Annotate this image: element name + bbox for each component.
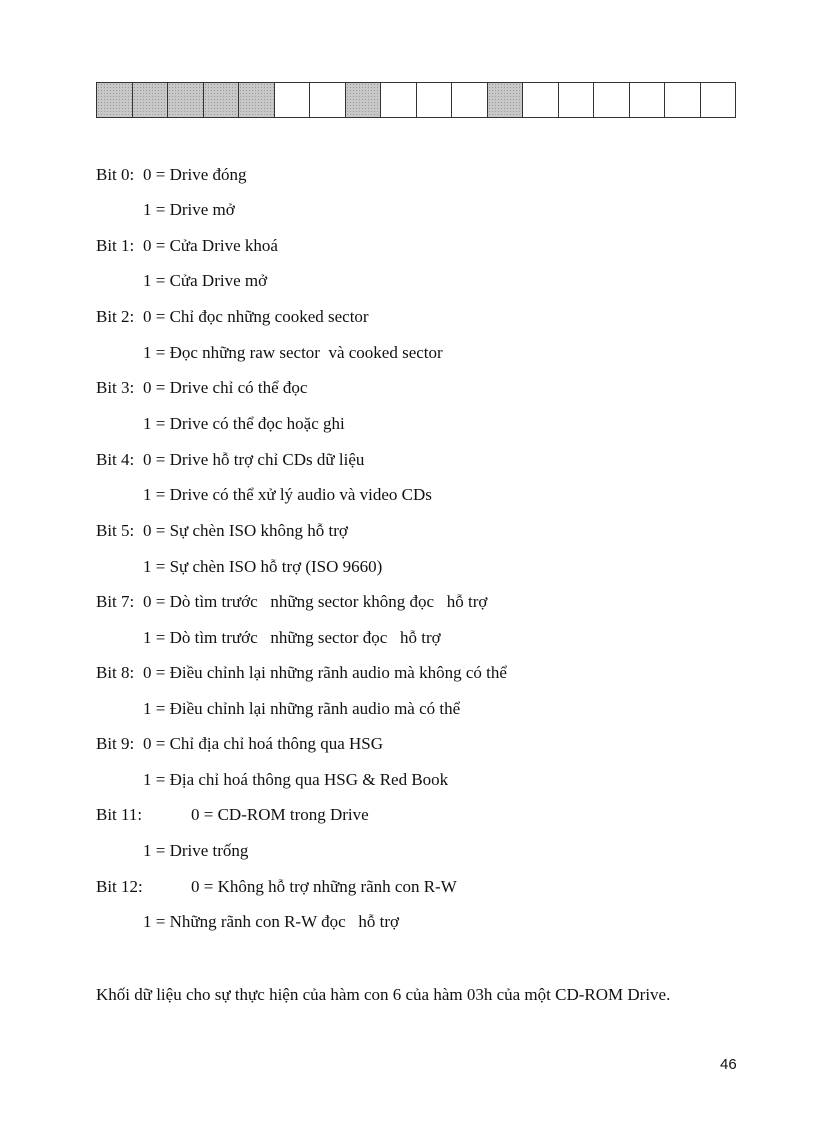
bit-value-one: 1 = Địa chỉ hoá thông qua HSG & Red Book <box>143 770 449 789</box>
bit-value-zero: 0 = Chỉ địa chỉ hoá thông qua HSG <box>143 734 384 753</box>
bit-cell <box>417 83 453 117</box>
bit-label: Bit 5: <box>96 521 135 540</box>
bit-cell <box>97 83 133 117</box>
bit-value-zero: 0 = Drive đóng <box>143 165 247 184</box>
bit-label: Bit 0: <box>96 165 135 184</box>
bit-value-one: 1 = Dò tìm trước những sector đọc hỗ trợ <box>143 628 441 647</box>
bit-field-table <box>96 82 736 118</box>
bit-value-one: 1 = Những rãnh con R-W đọc hỗ trợ <box>143 912 399 931</box>
bit-value-one: 1 = Drive mở <box>143 200 235 219</box>
bit-cell <box>168 83 204 117</box>
figure-caption: Khối dữ liệu cho sự thực hiện của hàm con 6 của hàm 03h của một CD-ROM Drive. <box>96 985 671 1004</box>
bit-value-zero: 0 = Cửa Drive khoá <box>143 236 278 255</box>
bit-cell <box>488 83 524 117</box>
bit-value-one: 1 = Điều chỉnh lại những rãnh audio mà có thể <box>143 699 461 718</box>
bit-value-zero: 0 = CD-ROM trong Drive <box>191 805 369 824</box>
bit-cell <box>381 83 417 117</box>
bit-label: Bit 8: <box>96 663 135 682</box>
bit-label: Bit 12: <box>96 877 143 896</box>
bit-value-zero: 0 = Drive hỗ trợ chỉ CDs dữ liệu <box>143 450 365 469</box>
bit-label: Bit 7: <box>96 592 135 611</box>
bit-label: Bit 9: <box>96 734 135 753</box>
bit-cell <box>204 83 240 117</box>
bit-label: Bit 1: <box>96 236 135 255</box>
bit-cell <box>452 83 488 117</box>
bit-value-zero: 0 = Dò tìm trước những sector không đọc hỗ trợ <box>143 592 488 611</box>
bit-cell <box>559 83 595 117</box>
bit-value-one: 1 = Đọc những raw sector và cooked sector <box>143 343 443 362</box>
bit-value-one: 1 = Drive trống <box>143 841 249 860</box>
bit-cell <box>310 83 346 117</box>
bit-value-one: 1 = Cửa Drive mở <box>143 271 268 290</box>
bit-label: Bit 11: <box>96 805 143 824</box>
bit-cell <box>346 83 382 117</box>
bit-cell <box>630 83 666 117</box>
bit-label: Bit 3: <box>96 378 135 397</box>
bit-value-one: 1 = Drive có thể đọc hoặc ghi <box>143 414 345 433</box>
bit-label: Bit 2: <box>96 307 135 326</box>
bit-cell <box>665 83 701 117</box>
bit-cell <box>239 83 275 117</box>
page-number: 46 <box>720 1056 737 1073</box>
bit-cell <box>701 83 736 117</box>
bit-cell <box>594 83 630 117</box>
bit-cell <box>523 83 559 117</box>
bit-value-zero: 0 = Điều chỉnh lại những rãnh audio mà không có thể <box>143 663 507 682</box>
bit-value-one: 1 = Sự chèn ISO hỗ trợ (ISO 9660) <box>143 557 383 576</box>
bit-value-zero: 0 = Sự chèn ISO không hỗ trợ <box>143 521 348 540</box>
bit-value-zero: 0 = Không hỗ trợ những rãnh con R-W <box>191 877 457 896</box>
bit-value-zero: 0 = Chỉ đọc những cooked sector <box>143 307 369 326</box>
bit-cell <box>275 83 311 117</box>
bit-label: Bit 4: <box>96 450 135 469</box>
bit-value-one: 1 = Drive có thể xử lý audio và video CDs <box>143 485 432 504</box>
bit-value-zero: 0 = Drive chỉ có thể đọc <box>143 378 308 397</box>
bit-cell <box>133 83 169 117</box>
